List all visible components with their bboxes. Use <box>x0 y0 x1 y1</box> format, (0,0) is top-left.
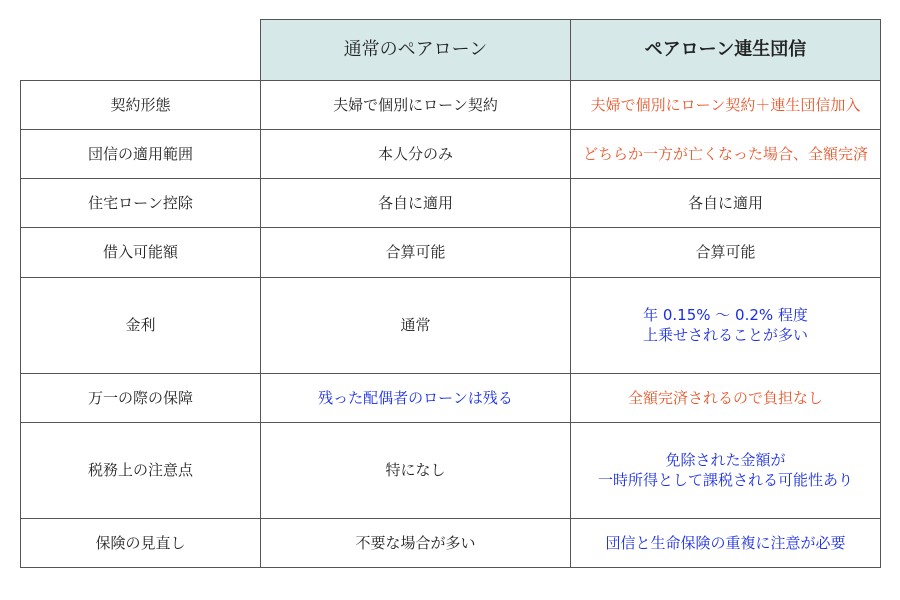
header-normal-pair-loan: 通常のペアローン <box>261 20 571 81</box>
normal-cell: 通常 <box>261 277 571 373</box>
joint-cell-line: 一時所得として課税される可能性あり <box>597 471 853 490</box>
joint-cell <box>571 422 881 518</box>
normal-cell: 不要な場合が多い <box>261 518 571 567</box>
joint-cell: 団信と生命保険の重複に注意が必要 <box>571 518 881 567</box>
joint-cell: 夫婦で個別にローン契約＋連生団信加入 <box>571 81 881 130</box>
normal-cell: 各自に適用 <box>261 179 571 228</box>
table-row <box>21 277 881 373</box>
normal-cell: 特になし <box>261 422 571 518</box>
header-joint-life-pair-loan: ペアローン連生団信 <box>571 20 881 81</box>
corner-cell <box>21 20 261 81</box>
table-row <box>21 81 881 130</box>
joint-cell: 各自に適用 <box>571 179 881 228</box>
joint-cell: 合算可能 <box>571 228 881 277</box>
table-row <box>21 518 881 567</box>
normal-cell: 本人分のみ <box>261 130 571 179</box>
comparison-table <box>20 19 881 568</box>
table-row <box>21 228 881 277</box>
joint-cell-line: 免除された金額が <box>665 451 786 470</box>
table-row <box>21 422 881 518</box>
table-row <box>21 373 881 422</box>
normal-cell: 残った配偶者のローンは残る <box>261 373 571 422</box>
row-label: 保険の見直し <box>21 518 261 567</box>
joint-cell <box>571 277 881 373</box>
row-label: 税務上の注意点 <box>21 422 261 518</box>
joint-cell-line: 上乗せされることが多い <box>642 326 808 345</box>
table-row <box>21 130 881 179</box>
row-label: 金利 <box>21 277 261 373</box>
normal-cell: 合算可能 <box>261 228 571 277</box>
header-row <box>21 20 881 81</box>
row-label: 借入可能額 <box>21 228 261 277</box>
row-label: 団信の適用範囲 <box>21 130 261 179</box>
row-label: 住宅ローン控除 <box>21 179 261 228</box>
joint-cell: どちらか一方が亡くなった場合、全額完済 <box>571 130 881 179</box>
normal-cell: 夫婦で個別にローン契約 <box>261 81 571 130</box>
joint-cell: 全額完済されるので負担なし <box>571 373 881 422</box>
table-row <box>21 179 881 228</box>
row-label: 契約形態 <box>21 81 261 130</box>
row-label: 万一の際の保障 <box>21 373 261 422</box>
joint-cell-line: 年 0.15% 〜 0.2% 程度 <box>643 305 808 324</box>
